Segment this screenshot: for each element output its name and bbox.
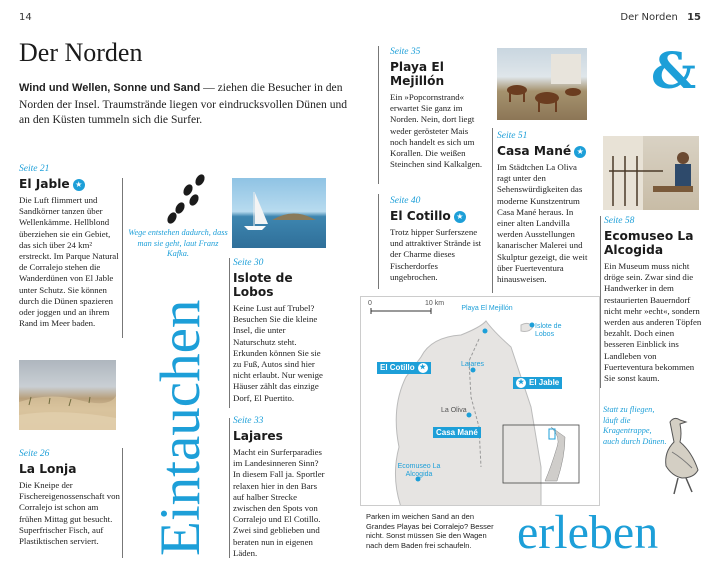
divider xyxy=(600,216,601,388)
star-icon: ★ xyxy=(419,364,426,371)
page-ref: Seite 35 xyxy=(390,47,421,57)
page-ref: Seite 33 xyxy=(233,416,264,426)
map-tag-label: Casa Mané xyxy=(436,428,478,437)
map-label-lajares: Lajares xyxy=(461,361,484,368)
page-ref: Seite 40 xyxy=(390,196,421,206)
map-label-mejillon: Playa El Mejillón xyxy=(461,305,513,312)
map-tag-mane[interactable] xyxy=(433,427,481,438)
section-text: Ein »Popcornstrand« erwartet Sie ganz im Norden. Nein, dort liegt weder gerösteter Mais noch handelt es sich um Korallen. Die weißen Steinchen sind Kalkalgen. xyxy=(390,92,483,170)
section-title: Ecomuseo La Alcogida xyxy=(604,229,694,257)
map-scale-km: 10 km xyxy=(425,300,445,307)
ecomuseo-photo xyxy=(603,136,699,210)
star-icon: ★ xyxy=(454,211,466,223)
section-la-lonja xyxy=(19,449,121,547)
map-tag-label: El Jable xyxy=(529,378,560,387)
map-tag-jable[interactable] xyxy=(513,377,562,389)
star-icon: ★ xyxy=(73,179,85,191)
section-text: Ein Museum muss nicht dröge sein. Zwar sind die Handwerker in dem restaurierten Bauerndorf nicht mehr »echt«, sondern werden aus anderen Töpfen bezahlt. Doch einen besseren Einblick ins Landleben von Fuerteventura bekommen Sie sonst kaum. xyxy=(604,261,702,384)
section-title-text: El Cotillo xyxy=(390,209,451,223)
section-title xyxy=(497,144,592,158)
section-title: Islote de Lobos xyxy=(233,271,293,299)
intro-text: — ziehen die Besucher in den Norden der Insel. Traumstrände liegen vor eindrucksvollen Dünen und an den Küsten tummeln sich die Surfer. xyxy=(19,81,348,126)
page-ref: Seite 26 xyxy=(19,449,50,459)
divider xyxy=(229,418,230,558)
section-el-jable xyxy=(19,164,121,329)
star-icon: ★ xyxy=(574,146,586,158)
section-text: Im Städtchen La Oliva ragt unter den Sehenswürdigkeiten das moderne Kunstzentrum Casa Mané heraus. In einer alten Landvilla werden Ausstellungen kanarischer Malerei und Skulptur gezeigt, die weit über Fuerteventura hinausweisen. xyxy=(497,162,588,285)
divider xyxy=(122,448,123,558)
map-label-ecomuseo: Ecomuseo La Alcogida xyxy=(397,463,441,478)
page-ref: Seite 21 xyxy=(19,164,50,174)
page-number-right: 15 xyxy=(687,12,701,23)
section-lajares xyxy=(233,416,328,559)
page-ref: Seite 51 xyxy=(497,131,528,141)
map-tag-label: El Cotillo xyxy=(380,363,415,372)
section-cotillo xyxy=(390,196,484,283)
map-tag-cotillo[interactable] xyxy=(377,362,431,374)
casa-mane-photo xyxy=(497,48,587,120)
divider xyxy=(122,178,123,338)
bird-illustration xyxy=(652,412,707,497)
section-mejillon xyxy=(390,47,484,170)
section-text: Die Kneipe der Fischereigenossenschaft von Corralejo ist schon am frühen Mittag gut besucht. Superfrischer Fisch, auf Plastiktischen serviert. xyxy=(19,480,120,547)
map-scale-zero: 0 xyxy=(368,300,372,307)
divider xyxy=(492,128,493,293)
section-text: Trotz hipper Surferszene und attraktiver Strände ist der Charme dieses Fischerdorfes ungebrochen. xyxy=(390,227,482,282)
page-title: Der Norden xyxy=(19,38,143,67)
map-label-lobos: Islote de Lobos xyxy=(535,323,562,338)
intro-bold: Wind und Wellen, Sonne und Sand xyxy=(19,82,201,94)
section-title: Playa El Mejillón xyxy=(390,60,445,88)
map[interactable] xyxy=(360,296,600,506)
erleben-heading: erleben xyxy=(517,506,659,559)
star-icon: ★ xyxy=(517,379,525,386)
ampersand: & xyxy=(651,41,697,100)
section-title-text: El Jable xyxy=(19,177,70,191)
section-casa-mane xyxy=(497,131,592,285)
section-text: Keine Lust auf Trubel? Besuchen Sie die kleine Insel, die unter Naturschutz steht. Erkunden können Sie sie zu Fuß, Autos sind hier nicht erlaubt. Nur wenige Häuser zählt das einzige Dorf, El Puertito. xyxy=(233,303,323,403)
section-text: Die Luft flimmert und Sandkörner tanzen über Wellenkämme. Hellblond überziehen sie ein Gebiet, das sich über 24 km² erstreckt. Im Parque Natural de Corralejo stehen die Wanderdünen von El Jable unter Schutz. Sie können durch die Dünen spazieren oder joggen und an ihrem Rand im Meer baden. xyxy=(19,195,119,329)
lobos-photo xyxy=(232,178,326,248)
section-title xyxy=(390,209,484,223)
section-title: Lajares xyxy=(233,429,283,443)
page-ref: Seite 58 xyxy=(604,216,635,226)
bird-quote: Statt zu fliegen, läuft die Kragentrappe, auch durch Dünen. xyxy=(603,405,667,446)
section-title-text: Casa Mané xyxy=(497,144,572,158)
section-name: Der Norden xyxy=(620,12,678,23)
section-title xyxy=(19,177,121,191)
page-ref: Seite 30 xyxy=(233,258,264,268)
divider xyxy=(229,258,230,408)
intro-paragraph xyxy=(19,80,354,128)
section-lobos xyxy=(233,258,328,404)
kafka-quote: Wege entstehen dadurch, dass man sie geht, laut Franz Kafka. xyxy=(128,228,228,258)
section-title: La Lonja xyxy=(19,462,77,476)
dune-photo xyxy=(19,360,116,430)
divider xyxy=(378,194,379,289)
footprints-icon xyxy=(158,170,218,225)
section-text: Macht ein Surferparadies im Landesinneren Sinn? In diesem Fall ja. Sportler relaxen hier in den Bars auf halber Strecke zwischen den Spots von Corralejo und El Cotillo. Zwei sind geblieben und beraten nun in eigenen Läden. xyxy=(233,447,325,558)
page-number-left: 14 xyxy=(19,12,32,23)
map-label-la-oliva: La Oliva xyxy=(441,407,467,414)
divider xyxy=(378,46,379,184)
section-ecomuseo xyxy=(604,216,702,384)
eintauchen-heading: Eintauchen xyxy=(149,299,212,556)
page-header-right xyxy=(620,12,701,23)
map-caption: Parken im weichen Sand an den Grandes Playas bei Corralejo? Besser nicht. Sonst müssen Sie den Wagen nach dem Baden frei schaufeln. xyxy=(366,512,494,550)
